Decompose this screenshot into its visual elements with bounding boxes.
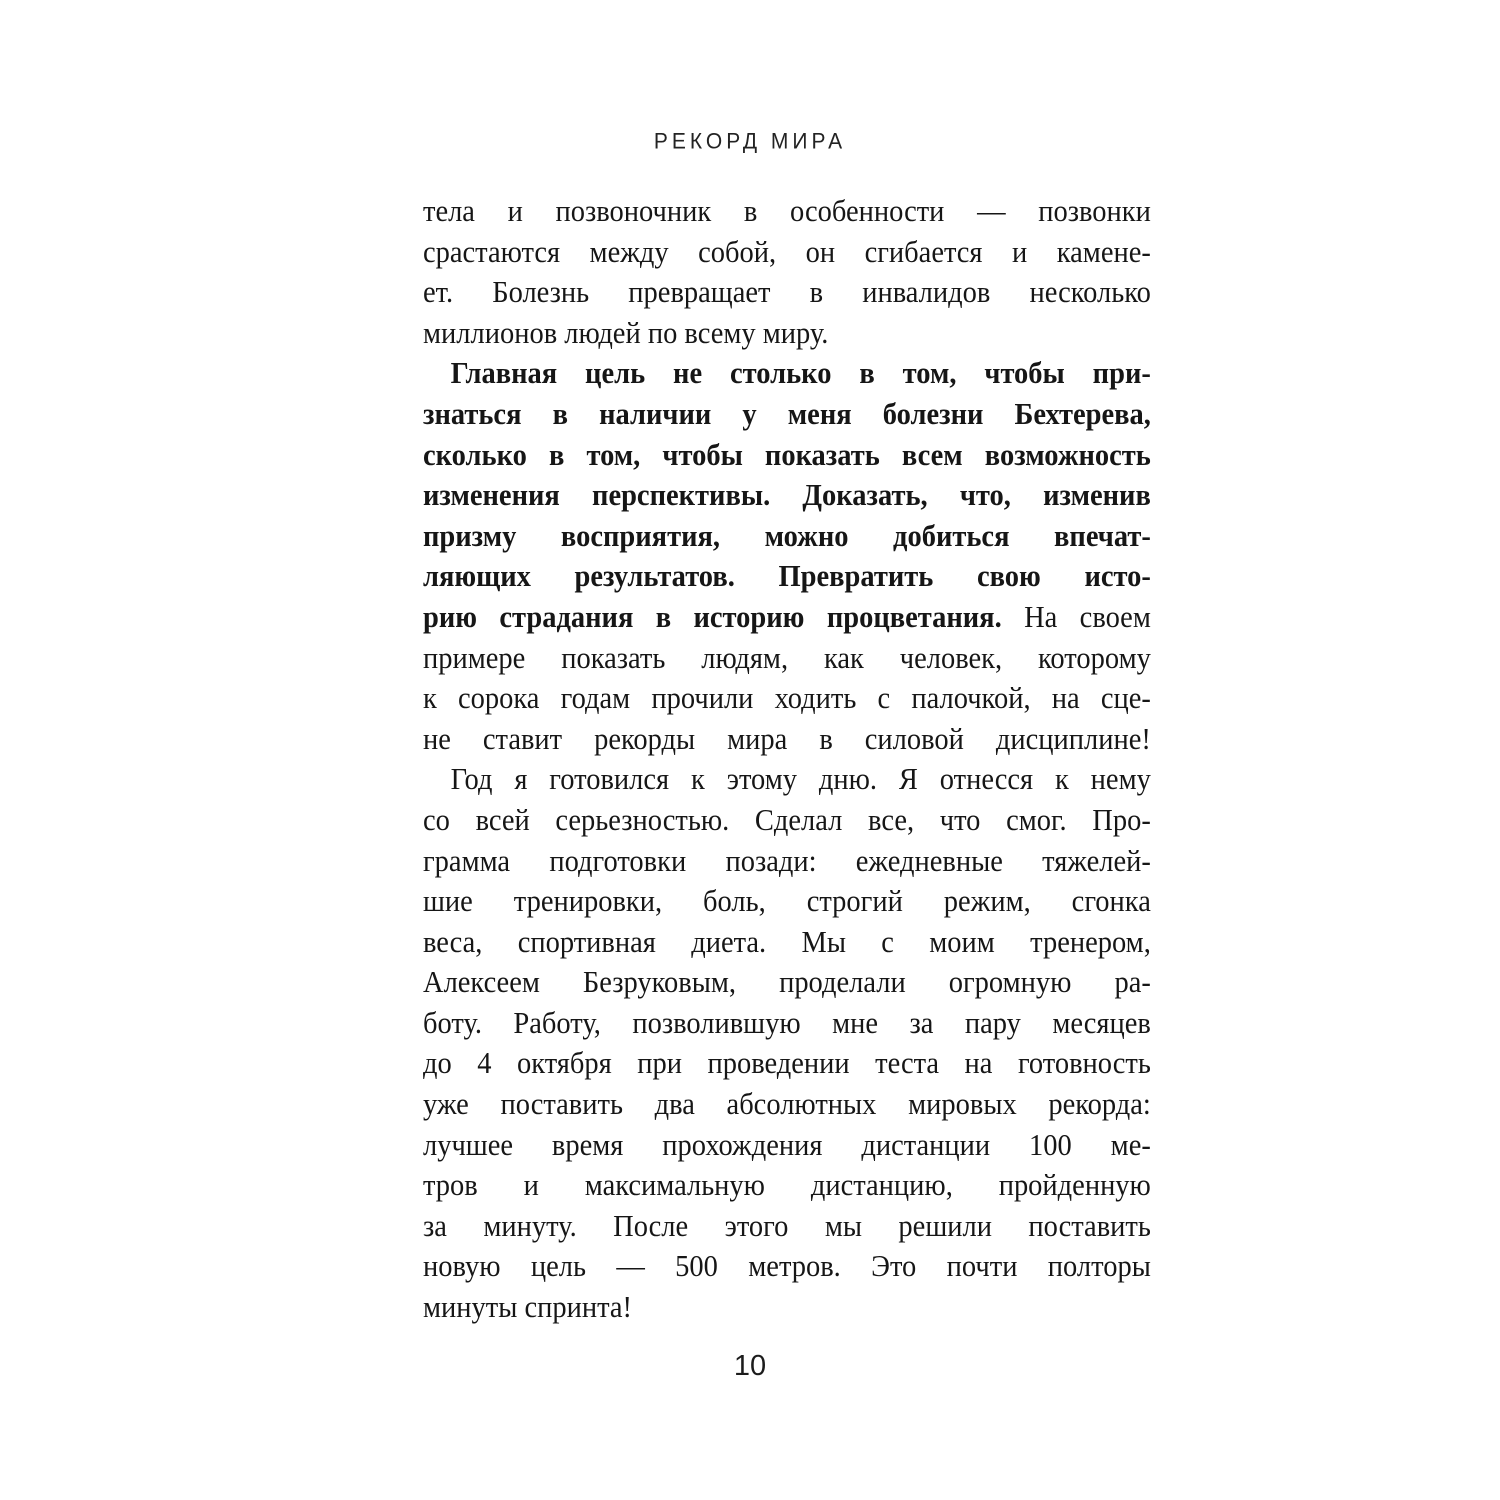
text-line — [423, 1246, 1151, 1287]
text-segment: срастаются между собой, он сгибается и камене- — [423, 233, 1151, 269]
text-segment: тела и позвоночник в особенности — позвонки — [423, 193, 1151, 228]
text-line — [423, 1206, 1151, 1247]
text-line — [423, 678, 1151, 719]
text-segment: примере показать людям, как человек, которому — [423, 639, 1151, 675]
text-line — [423, 1084, 1151, 1125]
text-line — [423, 394, 1151, 435]
text-segment-bold: ляющих результатов. Превратить свою исто- — [423, 558, 1151, 594]
text-line — [423, 638, 1151, 679]
text-segment: Год я готовился к этому дню. Я отнесся к нему — [450, 761, 1151, 797]
text-segment: На своем — [1001, 598, 1151, 634]
text-line — [423, 597, 1151, 638]
text-segment-bold: сколько в том, чтобы показать всем возможность — [423, 436, 1151, 472]
running-header: РЕКОРД МИРА — [653, 129, 847, 154]
text-segment-bold: рию страдания в историю процветания. — [423, 598, 1002, 634]
page-text — [423, 191, 1151, 1328]
text-segment: не ставит рекорды мира в силовой дисциплине! — [423, 720, 1151, 756]
text-line — [423, 800, 1151, 841]
text-segment: тров и максимальную дистанцию, пройденную — [423, 1167, 1151, 1203]
text-line — [423, 475, 1151, 516]
text-segment: со всей серьезностью. Сделал все, что смог. Про- — [423, 801, 1151, 837]
text-segment-bold: Главная цель не столько в том, чтобы при- — [450, 355, 1151, 391]
text-segment: Алексеем Безруковым, проделали огромную ра- — [423, 964, 1151, 1000]
text-segment-bold: изменения перспективы. Доказать, что, изменив — [423, 477, 1151, 513]
text-segment: до 4 октября при проведении теста на готовность — [423, 1045, 1151, 1081]
text-line — [423, 962, 1151, 1003]
text-segment: минуты спринта! — [423, 1289, 633, 1325]
text-line — [423, 272, 1151, 313]
text-line — [423, 516, 1151, 557]
text-segment: за минуту. После этого мы решили поставить — [423, 1207, 1151, 1243]
text-line — [423, 922, 1151, 963]
text-segment: шие тренировки, боль, строгий режим, сгонка — [423, 883, 1151, 919]
text-line — [423, 556, 1151, 597]
text-segment: веса, спортивная диета. Мы с моим тренером, — [423, 923, 1151, 959]
text-line — [423, 1165, 1151, 1206]
text-segment-bold: призму восприятия, можно добиться впечат- — [423, 517, 1151, 553]
text-line — [423, 1287, 1151, 1328]
text-line — [423, 841, 1151, 882]
text-segment: к сорока годам прочили ходить с палочкой, на сце- — [423, 680, 1151, 716]
text-line — [423, 1043, 1151, 1084]
text-segment: новую цель — 500 метров. Это почти полторы — [423, 1248, 1151, 1284]
text-line — [423, 1125, 1151, 1166]
text-segment: уже поставить два абсолютных мировых рекорда: — [423, 1086, 1151, 1122]
text-segment: ет. Болезнь превращает в инвалидов несколько — [423, 274, 1151, 310]
text-segment-bold: знаться в наличии у меня болезни Бехтерева, — [423, 395, 1151, 431]
text-line — [423, 353, 1151, 394]
text-segment: грамма подготовки позади: ежедневные тяжелей- — [423, 842, 1151, 878]
text-line — [423, 881, 1151, 922]
text-segment: миллионов людей по всему миру. — [423, 314, 829, 350]
text-segment: лучшее время прохождения дистанции 100 ме- — [423, 1126, 1151, 1162]
text-line — [423, 232, 1151, 273]
text-segment: боту. Работу, позволившую мне за пару месяцев — [423, 1004, 1151, 1040]
text-line — [423, 313, 1151, 354]
text-line — [423, 719, 1151, 760]
text-line — [423, 1003, 1151, 1044]
text-line — [423, 191, 1151, 232]
text-line — [423, 759, 1151, 800]
text-line — [423, 435, 1151, 476]
page-number: 10 — [733, 1350, 767, 1382]
